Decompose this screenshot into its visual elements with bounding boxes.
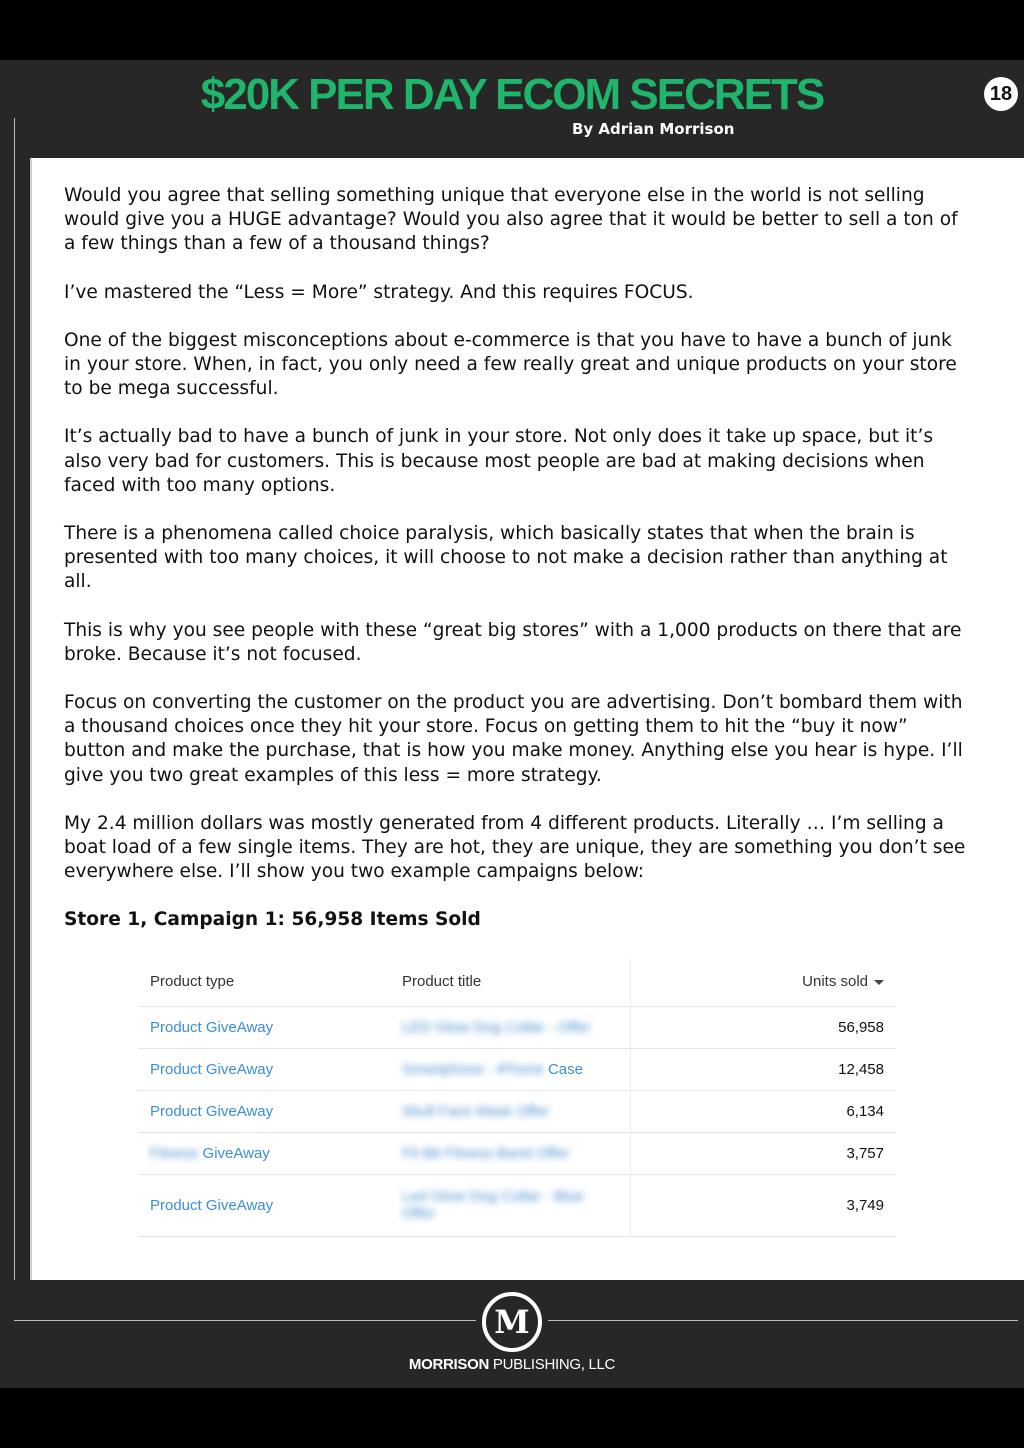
sort-caret-icon (874, 980, 884, 985)
footer-divider-right (548, 1320, 1018, 1321)
redacted-title: Led Glow Dog Collar - Blue Offer (402, 1188, 584, 1222)
redacted-title: Fit Bit Fitness Band Offer (402, 1144, 570, 1162)
redacted-title: LED Glow Dog Collar - Offer (402, 1018, 591, 1036)
product-title (390, 1090, 630, 1132)
redacted-type: Fitness (150, 1144, 199, 1162)
redacted-title: Skull Face Mask Offer (402, 1102, 550, 1120)
units-sold: 6,134 (630, 1090, 896, 1132)
bottom-margin (0, 1388, 1024, 1448)
page-footer (0, 1280, 1024, 1388)
units-sold: 3,757 (630, 1132, 896, 1174)
table-row (138, 1132, 896, 1174)
paragraph: Focus on converting the customer on the product you are advertising. Don’t bombard them with a thousand choices once they hit your store. Focus on getting them to hit the “buy it now” button and make the purchase, that is how you make money. Anything else you hear is hype. I’ll give you two great examples of this less = more strategy. (64, 692, 963, 786)
units-sold: 56,958 (630, 1006, 896, 1048)
column-header-units-sold (630, 958, 896, 1006)
paragraph: One of the biggest misconceptions about e-commerce is that you have to have a bunch of junk in your store. When, in fact, you only need a few really great and unique products on your store to be mega successful. (64, 329, 957, 400)
paragraph: My 2.4 million dollars was mostly generated from 4 different products. Literally … I’m selling a boat load of a few single items. They are hot, they are unique, they are something you don’t see everywhere else. I’ll show you two example campaigns below: (64, 812, 966, 883)
column-header-product-type: Product type (138, 958, 390, 1006)
campaign-heading: Store 1, Campaign 1: 56,958 Items Sold (64, 909, 481, 931)
product-type-link: Product GiveAway (138, 1006, 390, 1048)
publisher-name (0, 1356, 1024, 1373)
units-sold: 3,749 (630, 1174, 896, 1236)
product-title-visible: Case (547, 1060, 583, 1078)
product-title (390, 1048, 630, 1090)
left-frame-line (14, 118, 15, 1322)
product-type-link: Product GiveAway (138, 1048, 390, 1090)
table-row (138, 1006, 896, 1048)
paragraph: There is a phenomena called choice paralysis, which basically states that when the brain is presented with too many choices, it will choose to not make a decision rather than anything at all. (64, 523, 948, 593)
table-row (138, 1090, 896, 1132)
page-header (0, 60, 1024, 158)
morrison-logo: M (482, 1292, 542, 1352)
publisher-name-rest: PUBLISHING, LLC (489, 1356, 616, 1373)
sales-table-screenshot (138, 958, 896, 1237)
footer-divider-left (14, 1320, 476, 1321)
content-frame-line (30, 158, 32, 1280)
table-row (138, 1174, 896, 1236)
left-border-band (0, 158, 32, 1280)
product-title (390, 1174, 630, 1236)
paragraph: This is why you see people with these “great big stores” with a 1,000 products on there that are broke. Because it’s not focused. (64, 619, 962, 665)
body-text (64, 184, 974, 957)
top-margin (0, 0, 1024, 60)
paragraph: It’s actually bad to have a bunch of junk in your store. Not only does it take up space, but it’s also very bad for customers. This is because most people are bad at making decisions when faced with too many options. (64, 426, 934, 496)
table-row (138, 1048, 896, 1090)
page-content (32, 158, 1024, 1280)
column-header-product-title: Product title (390, 958, 630, 1006)
product-type-link: Product GiveAway (138, 1174, 390, 1236)
ebook-title: $20K PER DAY ECOM SECRETS (200, 70, 824, 119)
units-sold: 12,458 (630, 1048, 896, 1090)
page-number-badge: 18 (984, 77, 1018, 111)
author-byline: By Adrian Morrison (572, 120, 735, 138)
publisher-name-bold: MORRISON (408, 1356, 490, 1373)
paragraph: I’ve mastered the “Less = More” strategy. And this requires FOCUS. (64, 281, 694, 303)
units-sold-label: Units sold (802, 973, 868, 991)
product-title (390, 1006, 630, 1048)
product-type-link (138, 1132, 390, 1174)
product-title (390, 1132, 630, 1174)
table-header-row (138, 958, 896, 1006)
redacted-title: Smartphone - iPhone (402, 1060, 544, 1078)
sales-table (138, 958, 896, 1237)
product-type-link: Product GiveAway (138, 1090, 390, 1132)
paragraph: Would you agree that selling something unique that everyone else in the world is not selling would give you a HUGE advantage? Would you also agree that it would be better to sell a ton of a few things than a few of a thousand things? (64, 185, 958, 255)
product-type-visible: GiveAway (202, 1144, 270, 1162)
